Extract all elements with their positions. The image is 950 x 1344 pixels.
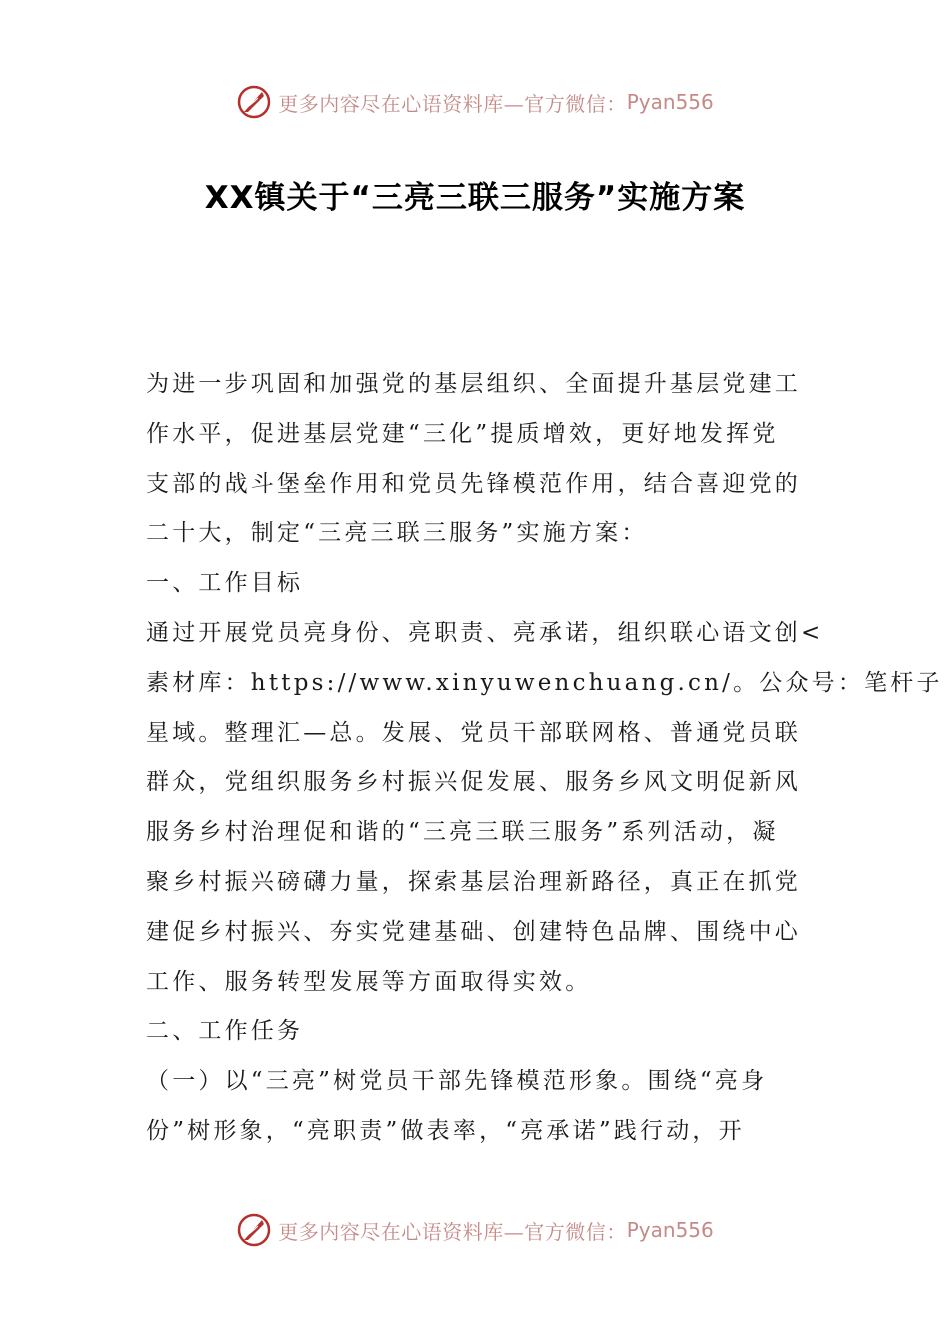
- quill-logo-icon: [236, 84, 272, 120]
- body-line: （一）以“三亮”树党员干部先锋模范形象。围绕“亮身: [146, 1068, 768, 1095]
- body-line: 二十大，制定“三亮三联三服务”实施方案：: [146, 520, 648, 547]
- body-line: 聚乡村振兴磅礴力量，探索基层治理新路径，真正在抓党: [146, 868, 801, 895]
- footer-watermark-banner: [0, 1210, 950, 1250]
- document-body: [146, 360, 943, 1157]
- section-heading: 二、工作任务: [146, 1018, 304, 1045]
- header-watermark-banner: [0, 82, 950, 122]
- body-line: 素材库：https://www.xinyuwenchuang.cn/。公众号：笔杆子: [146, 669, 943, 696]
- body-line: 星域。整理汇—总。发展、党员干部联网格、普通党员联: [146, 719, 801, 746]
- body-line: 建促乡村振兴、夯实党建基础、创建特色品牌、围绕中心: [146, 918, 801, 945]
- quill-logo-icon: [236, 1212, 272, 1248]
- banner-text: 更多内容尽在心语资料库—官方微信：: [278, 91, 627, 116]
- body-line: 份”树形象，“亮职责”做表率，“亮承诺”践行动，开: [146, 1117, 745, 1144]
- section-heading: 一、工作目标: [146, 570, 304, 597]
- banner-wechat-handle: Pyan556: [626, 1218, 714, 1242]
- body-line: 工作、服务转型发展等方面取得实效。: [146, 968, 592, 995]
- banner-wechat-handle: Pyan556: [626, 90, 714, 114]
- body-line: 服务乡村治理促和谐的“三亮三联三服务”系列活动，凝: [146, 819, 779, 846]
- body-line: 通过开展党员亮身份、亮职责、亮承诺，组织联心语文创<: [146, 619, 824, 646]
- body-line: 作水平，促进基层党建“三化”提质增效，更好地发挥党: [146, 420, 779, 447]
- document-title: XX镇关于“三亮三联三服务”实施方案: [204, 180, 746, 216]
- banner-text: 更多内容尽在心语资料库—官方微信：: [278, 1219, 627, 1244]
- body-line: 为进一步巩固和加强党的基层组织、全面提升基层党建工: [146, 371, 801, 397]
- body-line: 群众，党组织服务乡村振兴促发展、服务乡风文明促新风: [146, 769, 801, 796]
- body-line: 支部的战斗堡垒作用和党员先锋模范作用，结合喜迎党的: [146, 470, 801, 497]
